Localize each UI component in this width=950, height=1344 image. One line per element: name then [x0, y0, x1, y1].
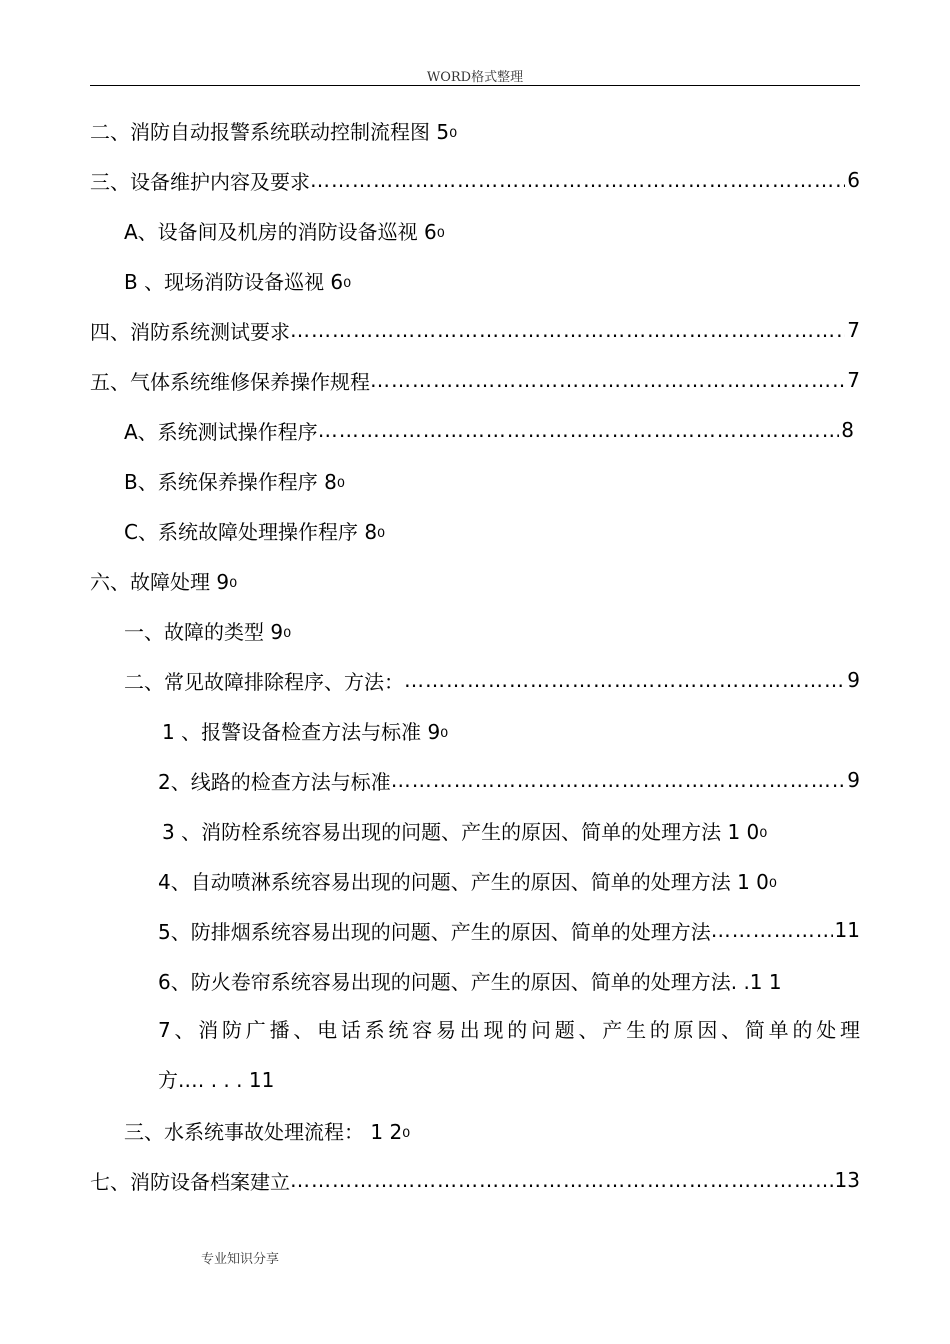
toc-entry-continuation: 方.… . . . 11	[158, 1068, 275, 1092]
toc-entry[interactable]	[90, 1105, 860, 1155]
toc-leader-dots	[318, 418, 840, 442]
toc-entry[interactable]	[90, 205, 860, 255]
toc-entry-text: 三、水系统事故处理流程： 1 2	[124, 1119, 403, 1144]
toc-page-number: 9	[847, 668, 860, 692]
toc-entry-text: 七、消防设备档案建立	[90, 1169, 290, 1194]
toc-entry[interactable]	[90, 505, 860, 555]
toc-entry[interactable]	[90, 455, 860, 505]
toc-leader-dots	[290, 318, 845, 342]
toc-entry-text: B 、现场消防设备巡视 6	[124, 269, 344, 294]
header-rule	[90, 85, 860, 86]
toc-leader-dots	[310, 168, 845, 192]
toc-leader-dots	[370, 368, 845, 392]
table-of-contents	[90, 105, 860, 1205]
toc-entry[interactable]	[90, 1005, 860, 1105]
toc-entry-text: 3 、消防栓系统容易出现的问题、产生的原因、简单的处理方法 1 0	[162, 819, 760, 844]
toc-entry-text: 2、线路的检查方法与标准	[158, 769, 391, 794]
toc-leader-dots	[290, 1168, 833, 1192]
trailing-mark: ₀	[377, 518, 386, 542]
toc-entry[interactable]	[90, 105, 860, 155]
toc-entry-text: 六、故障处理 9	[90, 569, 230, 594]
toc-entry[interactable]	[90, 305, 860, 355]
toc-page-number: 8	[841, 418, 854, 442]
toc-entry[interactable]	[90, 705, 860, 755]
toc-entry[interactable]	[90, 605, 860, 655]
toc-entry-text: C、系统故障处理操作程序 8	[124, 519, 378, 544]
trailing-mark: ₀	[343, 268, 352, 292]
toc-entry-text: 二、常见故障排除程序、方法：	[124, 669, 404, 694]
toc-entry-text: 7、消防广播、电话系统容易出现的问题、产生的原因、简单的处理	[158, 1018, 860, 1042]
toc-entry-text: 四、消防系统测试要求	[90, 319, 290, 344]
trailing-mark: ₀	[336, 468, 345, 492]
page-footer: 专业知识分享	[201, 1252, 280, 1267]
toc-entry-text: B、系统保养操作程序 8	[124, 469, 337, 494]
toc-page-number: 13	[834, 1168, 860, 1192]
toc-entry-text: 6、防火卷帘系统容易出现的问题、产生的原因、简单的处理方法. .1 1	[158, 969, 782, 994]
toc-entry[interactable]	[90, 555, 860, 605]
toc-page-number: 7	[847, 368, 860, 392]
toc-entry-text: A、设备间及机房的消防设备巡视 6	[124, 219, 437, 244]
toc-page-number: 7	[847, 318, 860, 342]
toc-entry[interactable]	[90, 755, 860, 805]
trailing-mark: ₀	[440, 718, 449, 742]
toc-entry-text: 二、消防自动报警系统联动控制流程图 5	[90, 119, 450, 144]
trailing-mark: ₀	[402, 1118, 411, 1142]
page-header: WORD格式整理	[426, 70, 524, 85]
toc-entry[interactable]	[90, 905, 860, 955]
toc-entry-text: 5、防排烟系统容易出现的问题、产生的原因、简单的处理方法	[158, 919, 711, 944]
trailing-mark: ₀	[768, 868, 777, 892]
toc-page-number: 6	[847, 168, 860, 192]
toc-leader-dots	[391, 768, 846, 792]
toc-entry-text: 4、自动喷淋系统容易出现的问题、产生的原因、简单的处理方法 1 0	[158, 869, 769, 894]
toc-entry[interactable]	[90, 655, 860, 705]
toc-entry-text: A、系统测试操作程序	[124, 419, 318, 444]
trailing-mark: ₀	[436, 218, 445, 242]
toc-entry[interactable]	[90, 155, 860, 205]
trailing-mark: ₀	[759, 818, 768, 842]
toc-entry[interactable]	[90, 955, 860, 1005]
trailing-mark: ₀	[283, 618, 292, 642]
toc-entry-text: 一、故障的类型 9	[124, 619, 284, 644]
trailing-mark: ₀	[229, 568, 238, 592]
trailing-mark: ₀	[449, 118, 458, 142]
toc-page-number: 11	[834, 918, 860, 942]
toc-entry[interactable]	[90, 855, 860, 905]
toc-entry[interactable]	[90, 1155, 860, 1205]
toc-entry[interactable]	[90, 405, 860, 455]
toc-entry-text: 五、气体系统维修保养操作规程	[90, 369, 370, 394]
toc-page-number: 9	[847, 768, 860, 792]
toc-entry[interactable]	[90, 805, 860, 855]
toc-leader-dots	[404, 668, 845, 692]
toc-leader-dots	[711, 918, 833, 942]
toc-entry[interactable]	[90, 355, 860, 405]
toc-entry[interactable]	[90, 255, 860, 305]
toc-entry-text: 1 、报警设备检查方法与标准 9	[162, 719, 441, 744]
toc-entry-text: 三、设备维护内容及要求	[90, 169, 310, 194]
